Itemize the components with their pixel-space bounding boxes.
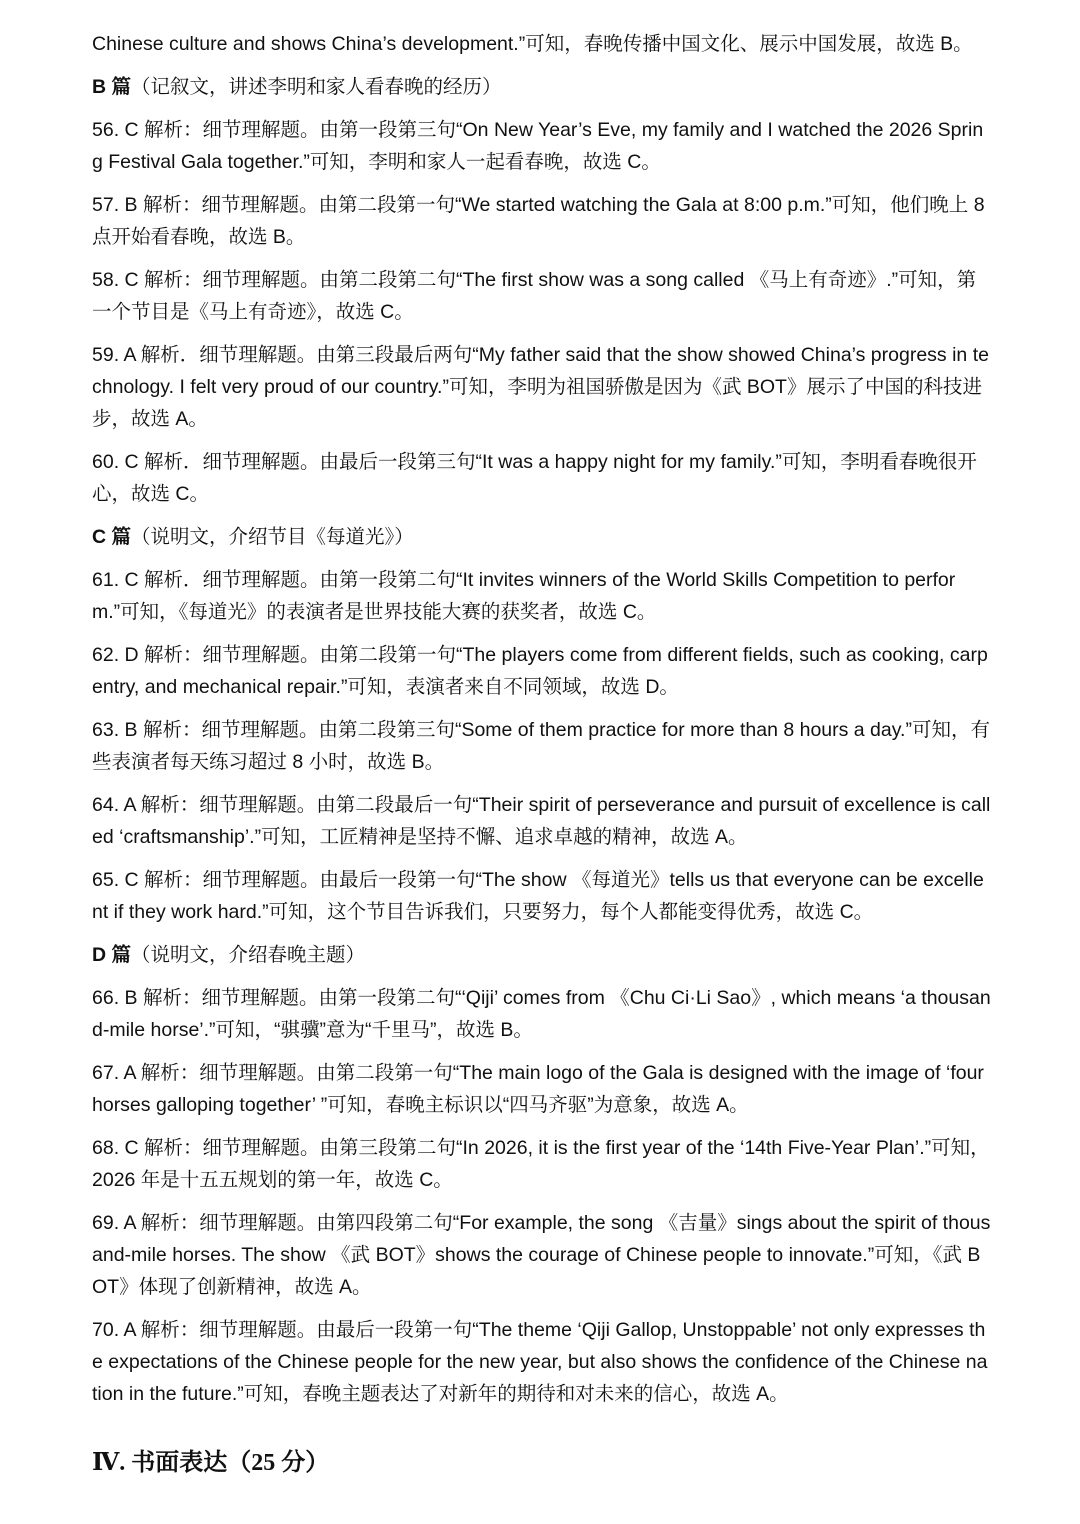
answer-65: 65. C 解析：细节理解题。由最后一段第一句“The show 《每道光》tells us that everyone can be excellent if they work hard.”可知，这个节目告诉我们，只要努力，每个人都能变得优秀，故选 C。 xyxy=(92,869,984,923)
answer-62: 62. D 解析：细节理解题。由第二段第一句“The players come from different fields, such as cooking, carpentry, and mechanical repair.”可知，表演者来自不同领域，故选 D。 xyxy=(92,644,988,698)
answer-key-document xyxy=(92,28,992,1421)
answer-60: 60. C 解析．细节理解题。由最后一段第三句“It was a happy night for my family.”可知，李明看春晚很开心，故选 C。 xyxy=(92,451,977,505)
section-b-heading xyxy=(92,71,992,103)
answer-56: 56. C 解析：细节理解题。由第一段第三句“On New Year’s Eve, my family and I watched the 2026 Spring Festival Gala together.”可知，李明和家人一起看春晚，故选 C。 xyxy=(92,119,984,173)
section-c-heading xyxy=(92,521,992,553)
answer-57: 57. B 解析：细节理解题。由第二段第一句“We started watching the Gala at 8:00 p.m.”可知，他们晚上 8 点开始看春晚，故选 B。 xyxy=(92,194,985,248)
answer-58: 58. C 解析：细节理解题。由第二段第二句“The first show was a song called 《马上有奇迹》.”可知，第一个节目是《马上有奇迹》，故选 C。 xyxy=(92,269,977,323)
answer-66: 66. B 解析：细节理解题。由第一段第二句“‘Qiji’ comes from 《Chu Ci·Li Sao》, which means ‘a thousand-mile horse’.”可知，“骐骥”意为“千里马”，故选 B。 xyxy=(92,987,991,1041)
answer-61: 61. C 解析．细节理解题。由第一段第二句“It invites winners of the World Skills Competition to perform.”可知，《每道光》的表演者是世界技能大赛的获奖者，故选 C。 xyxy=(92,569,956,623)
answer-70: 70. A 解析：细节理解题。由最后一段第一句“The theme ‘Qiji Gallop, Unstoppable’ not only expresses the expectations of the Chinese people for the new year, but also shows the confidence of the Chinese nation in the future.”可知，春晚主题表达了对新年的期待和对未来的信心，故选 A。 xyxy=(92,1319,988,1405)
section-d-label: D 篇 xyxy=(92,944,132,966)
section-c-description: （说明文，介绍节目《每道光》） xyxy=(131,526,414,548)
section-b-label: B 篇 xyxy=(92,76,132,98)
answer-67: 67. A 解析：细节理解题。由第二段第一句“The main logo of the Gala is designed with the image of ‘four horses galloping together’ ”可知，春晚主标识以“四马齐驱”为意象，故选 A。 xyxy=(92,1062,984,1116)
section-d-heading xyxy=(92,939,992,971)
section-b-description: （记叙文，讲述李明和家人看春晚的经历） xyxy=(131,76,502,98)
answer-68: 68. C 解析：细节理解题。由第三段第二句“In 2026, it is the first year of the ‘14th Five-Year Plan’.”可知，2026 年是十五五规划的第一年，故选 C。 xyxy=(92,1137,990,1191)
continued-answer-line: Chinese culture and shows China’s development.”可知，春晚传播中国文化、展示中国发展，故选 B。 xyxy=(92,33,973,55)
answer-63: 63. B 解析：细节理解题。由第二段第三句“Some of them practice for more than 8 hours a day.”可知，有些表演者每天练习超过 8 小时，故选 B。 xyxy=(92,719,990,773)
section-d-description: （说明文，介绍春晚主题） xyxy=(131,944,366,966)
answer-59: 59. A 解析．细节理解题。由第三段最后两句“My father said that the show showed China’s progress in technology. I felt very proud of our country.”可知，李明为祖国骄傲是因为《武 BOT》展示了中国的科技进步，故选 A。 xyxy=(92,344,989,430)
answer-69: 69. A 解析：细节理解题。由第四段第二句“For example, the song 《吉量》sings about the spirit of thousand-mile horses. The show 《武 BOT》shows the courage of Chinese people to innovate.”可知，《武 BOT》体现了创新精神，故选 A。 xyxy=(92,1212,991,1298)
section-c-label: C 篇 xyxy=(92,526,132,548)
answer-64: 64. A 解析：细节理解题。由第二段最后一句“Their spirit of perseverance and pursuit of excellence is called ‘craftsmanship’.”可知，工匠精神是坚持不懈、追求卓越的精神，故选 A。 xyxy=(92,794,991,848)
writing-section-heading: Ⅳ. 书面表达（25 分） xyxy=(92,1450,330,1476)
